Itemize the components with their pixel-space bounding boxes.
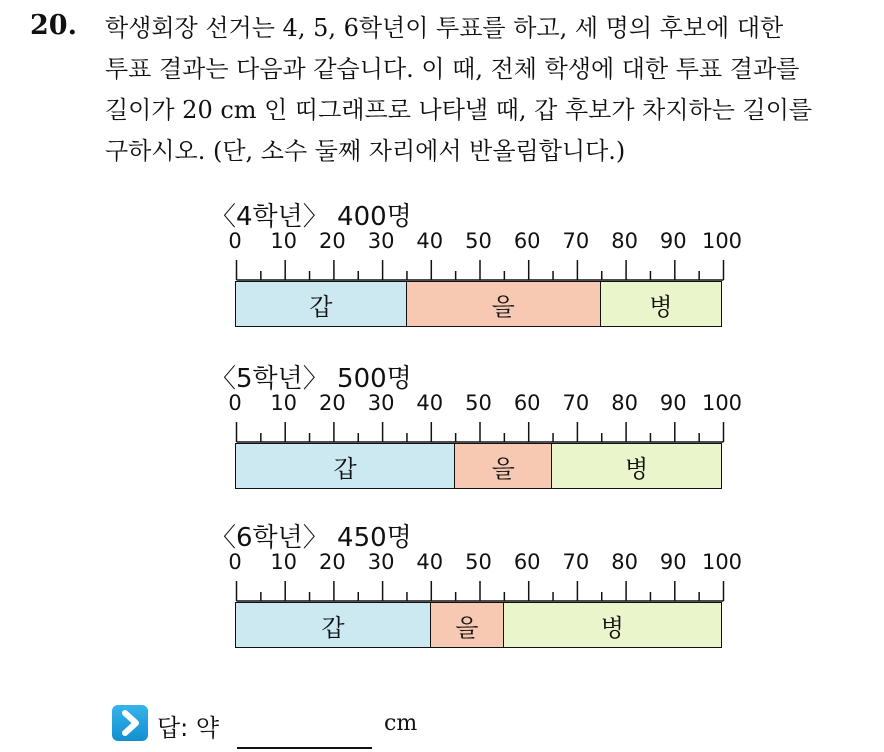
ruler-scale xyxy=(235,422,725,444)
tick-label: 30 xyxy=(367,391,395,415)
tick-label: 30 xyxy=(367,229,395,253)
tick-label: 40 xyxy=(416,391,444,415)
tick-label: 10 xyxy=(270,550,298,574)
band-segment: 갑 xyxy=(236,282,406,326)
tick-label: 70 xyxy=(562,550,590,574)
band-segment: 병 xyxy=(551,444,721,488)
chart-title: 〈6학년〉 450명 xyxy=(210,523,412,553)
tick-label: 90 xyxy=(659,391,687,415)
band-segment: 병 xyxy=(503,603,721,647)
tick-label: 70 xyxy=(562,229,590,253)
tick-label: 100 xyxy=(701,229,743,253)
tick-label: 0 xyxy=(228,391,242,415)
tick-label: 80 xyxy=(611,550,638,574)
question-line: 학생회장 선거는 4, 5, 6학년이 투표를 하고, 세 명의 후보에 대한 xyxy=(105,14,784,42)
tick-label: 60 xyxy=(513,391,541,415)
tick-label: 50 xyxy=(465,391,492,415)
tick-label: 50 xyxy=(465,550,492,574)
answer-unit: cm xyxy=(384,711,418,736)
tick-label: 90 xyxy=(659,229,687,253)
question-line: 투표 결과는 다음과 같습니다. 이 때, 전체 학생에 대한 투표 결과를 xyxy=(105,55,800,83)
tick-label: 100 xyxy=(701,550,743,574)
ruler-scale xyxy=(235,581,725,603)
chevron-right-icon xyxy=(112,705,148,741)
band-segment: 을 xyxy=(454,444,551,488)
answer-label: 답: 약 xyxy=(157,714,220,742)
question-number: 20. xyxy=(30,10,77,41)
question-line: 구하시오. (단, 소수 둘째 자리에서 반올림합니다.) xyxy=(105,137,626,165)
band-bar xyxy=(235,602,722,648)
tick-label: 0 xyxy=(228,229,242,253)
band-bar xyxy=(235,281,722,327)
tick-label: 40 xyxy=(416,229,444,253)
band-bar xyxy=(235,443,722,489)
band-segment: 병 xyxy=(600,282,721,326)
tick-label: 100 xyxy=(701,391,743,415)
band-segment: 을 xyxy=(430,603,503,647)
tick-label: 30 xyxy=(367,550,395,574)
question-text xyxy=(105,8,865,172)
tick-label: 80 xyxy=(611,391,638,415)
tick-labels xyxy=(210,391,770,421)
tick-label: 20 xyxy=(319,391,346,415)
tick-labels xyxy=(210,550,770,580)
tick-label: 20 xyxy=(319,229,346,253)
answer-blank[interactable] xyxy=(237,747,372,749)
band-segment: 갑 xyxy=(236,444,454,488)
tick-label: 90 xyxy=(659,550,687,574)
tick-label: 50 xyxy=(465,229,492,253)
ruler-scale xyxy=(235,260,725,282)
band-segment: 갑 xyxy=(236,603,430,647)
band-segment: 을 xyxy=(406,282,600,326)
tick-label: 10 xyxy=(270,229,298,253)
tick-labels xyxy=(210,229,770,259)
question-line: 길이가 20 cm 인 띠그래프로 나타낼 때, 갑 후보가 차지하는 길이를 xyxy=(105,96,813,124)
tick-label: 70 xyxy=(562,391,590,415)
tick-label: 80 xyxy=(611,229,638,253)
tick-label: 60 xyxy=(513,229,541,253)
answer-row xyxy=(112,705,512,747)
chart-title: 〈4학년〉 400명 xyxy=(210,202,412,232)
chart-title: 〈5학년〉 500명 xyxy=(210,364,412,394)
tick-label: 10 xyxy=(270,391,298,415)
tick-label: 60 xyxy=(513,550,541,574)
tick-label: 20 xyxy=(319,550,346,574)
tick-label: 40 xyxy=(416,550,444,574)
tick-label: 0 xyxy=(228,550,242,574)
